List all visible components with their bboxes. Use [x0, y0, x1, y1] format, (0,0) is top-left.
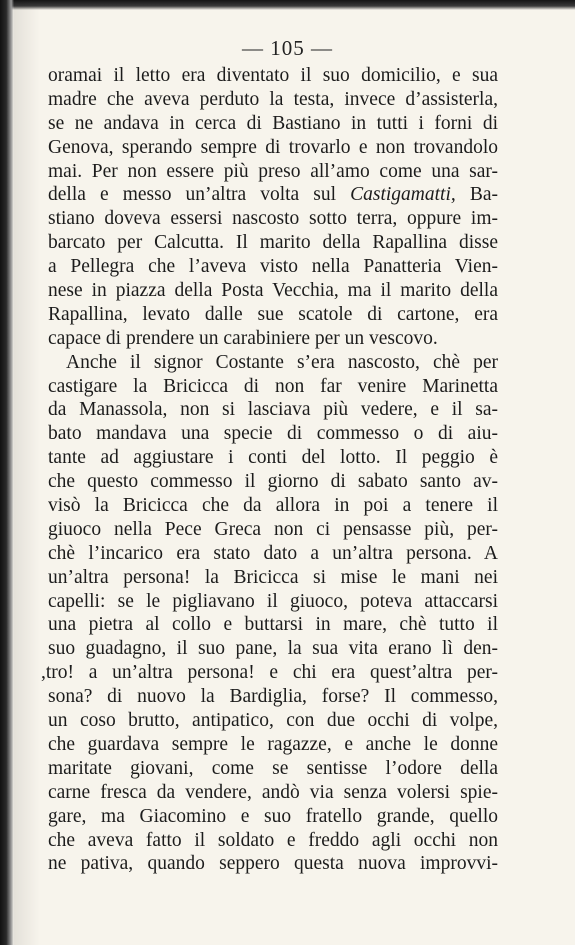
- text-line: che questo commesso il giorno di sabato santo av-: [48, 471, 498, 493]
- page-gutter-shadow: [14, 0, 40, 945]
- page-top-edge-shadow: [0, 0, 575, 10]
- text-line: capelli: se le pigliavano il giuoco, poteva attaccarsi: [48, 590, 498, 612]
- body-text: [41, 64, 499, 876]
- text-line: tante ad aggiustare i conti del lotto. Il peggio è: [48, 447, 498, 469]
- text-line: che aveva fatto il soldato e freddo agli occhi non: [48, 829, 498, 851]
- text-line: capace di prendere un carabiniere per un vescovo.: [48, 327, 438, 349]
- page-binding-edge: [0, 0, 14, 945]
- text-line: sona? di nuovo la Bardiglia, forse? Il commesso,: [48, 686, 498, 708]
- text-line: mai. Per non essere più preso all’amo come una sar-: [48, 160, 498, 182]
- text-line: ,tro! a un’altra persona! e chi era quest’altra per-: [41, 662, 498, 684]
- text-line: Genova, sperando sempre di trovarlo e non trovandolo: [48, 136, 498, 158]
- text-line: Anche il signor Costante s’era nascosto, chè per: [66, 351, 498, 373]
- italic-ship-name: Castigamatti,: [350, 184, 456, 206]
- text-line: castigare la Bricicca di non far venire Marinetta: [48, 375, 498, 397]
- text-line: barcato per Calcutta. Il marito della Rapallina disse: [48, 232, 498, 254]
- text-line: madre che aveva perduto la testa, invece d’assisterla,: [48, 88, 498, 110]
- text-line: suo guadagno, il suo pane, la sua vita erano lì den-: [48, 638, 498, 660]
- text-line: Rapallina, levato dalle sue scatole di cartone, era: [48, 303, 498, 325]
- text-line: un coso brutto, antipatico, con due occhi di volpe,: [48, 710, 498, 732]
- text-line: visò la Bricicca che da allora in poi a tenere il: [48, 495, 498, 517]
- text-line: chè l’incarico era stato dato a un’altra persona. A: [48, 542, 498, 564]
- text-line: oramai il letto era diventato il suo domicilio, e sua: [48, 65, 498, 86]
- text-line: una pietra al collo e buttarsi in mare, chè tutto il: [48, 614, 498, 636]
- text-line: bato mandava una specie di commesso o di aiu-: [48, 423, 498, 445]
- text-line: ne pativa, quando seppero questa nuova improvvi-: [48, 853, 498, 875]
- text-line: nese in piazza della Posta Vecchia, ma il marito della: [48, 280, 498, 302]
- text-line: un’altra persona! la Bricicca si mise le mani nei: [48, 566, 498, 588]
- text-line: giuoco nella Pece Greca non ci pensasse più, per-: [48, 518, 498, 540]
- text-line-part: Ba-: [469, 184, 499, 206]
- text-line: da Manassola, non si lasciava più vedere, e il sa-: [48, 399, 498, 421]
- text-line: gare, ma Giacomino e suo fratello grande, quello: [48, 805, 498, 827]
- text-line: [48, 183, 498, 207]
- text-line: a Pellegra che l’aveva visto nella Panatteria Vien-: [48, 256, 498, 278]
- text-line: che guardava sempre le ragazze, e anche le donne: [48, 733, 498, 755]
- text-line: stiano doveva essersi nascosto sotto terra, oppure im-: [48, 208, 498, 230]
- text-line: maritate giovani, come se sentisse l’odore della: [48, 757, 498, 779]
- text-line-part: della e messo un’altra volta sul: [48, 184, 337, 206]
- text-line: carne fresca da vendere, andò via senza volersi spie-: [48, 781, 498, 803]
- text-line: se ne andava in cerca di Bastiano in tutti i forni di: [48, 112, 498, 134]
- page-number: — 105 —: [242, 36, 333, 60]
